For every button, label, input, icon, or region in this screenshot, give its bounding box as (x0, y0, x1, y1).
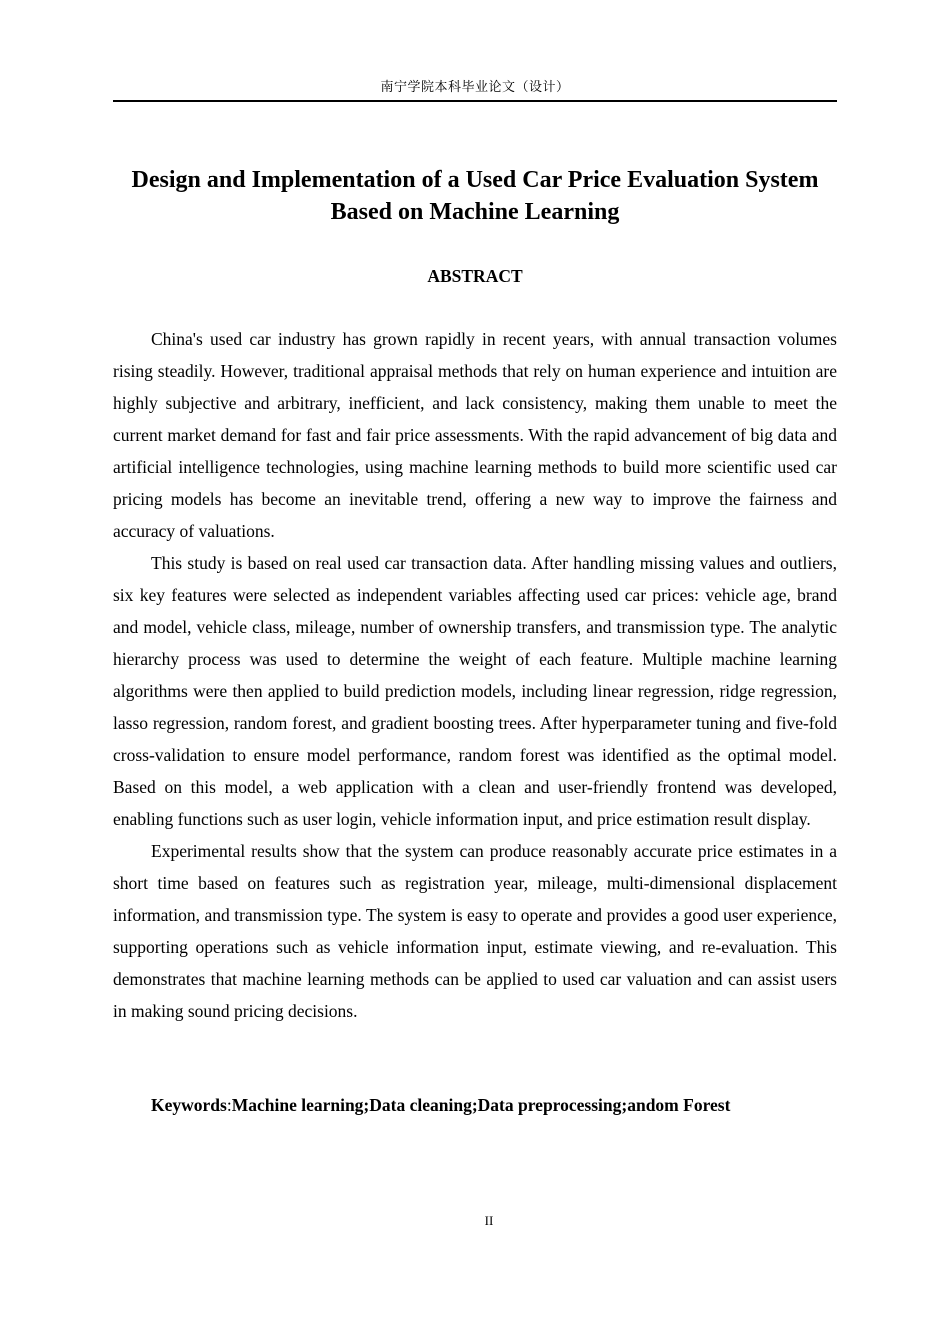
page-number: II (484, 1213, 494, 1228)
keywords-separator: : (226, 1095, 232, 1115)
running-header (113, 78, 837, 102)
keywords-line (151, 1092, 837, 1118)
abstract-paragraph-1: China's used car industry has grown rapidly in recent years, with annual transaction volumes rising steadily. However, traditional appraisal methods that rely on human experience and intuition are highly subjective and arbitrary, inefficient, and lack consistency, making them unable to meet the current market demand for fast and fair price assessments. With the rapid advancement of big data and artificial intelligence technologies, using machine learning methods to build more scientific used car pricing models has become an inevitable trend, offering a new way to improve the fairness and accuracy of valuations. (113, 329, 837, 541)
keywords-label: Keywords (151, 1095, 227, 1115)
abstract-body (113, 323, 837, 1027)
running-header-text: 南宁学院本科毕业论文（设计） (380, 80, 570, 95)
abstract-paragraph-3: Experimental results show that the system can produce reasonably accurate price estimates in a short time based on features such as registration year, mileage, multi-dimensional displacement information, and transmission type. The system is easy to operate and provides a good user experience, supporting operations such as vehicle information input, estimate viewing, and re-evaluation. This demonstrates that machine learning methods can be applied to used car valuation and can assist users in making sound pricing decisions. (113, 841, 837, 1021)
abstract-heading: ABSTRACT (427, 266, 523, 286)
paper-title: Design and Implementation of a Used Car Price Evaluation System Based on Machine Learning (131, 167, 819, 225)
keywords-value: Machine learning;Data cleaning;Data preprocessing;andom Forest (231, 1095, 731, 1115)
abstract-paragraph-2: This study is based on real used car transaction data. After handling missing values and outliers, six key features were selected as independent variables affecting used car prices: vehicle age, brand and model, vehicle class, mileage, number of ownership transfers, and transmission type. The analytic hierarchy process was used to determine the weight of each feature. Multiple machine learning algorithms were then applied to build prediction models, including linear regression, ridge regression, lasso regression, random forest, and gradient boosting trees. After hyperparameter tuning and five-fold cross-validation to ensure model performance, random forest was identified as the optimal model. Based on this model, a web application with a clean and user-friendly frontend was developed, enabling functions such as user login, vehicle information input, and price estimation result display. (113, 553, 837, 829)
